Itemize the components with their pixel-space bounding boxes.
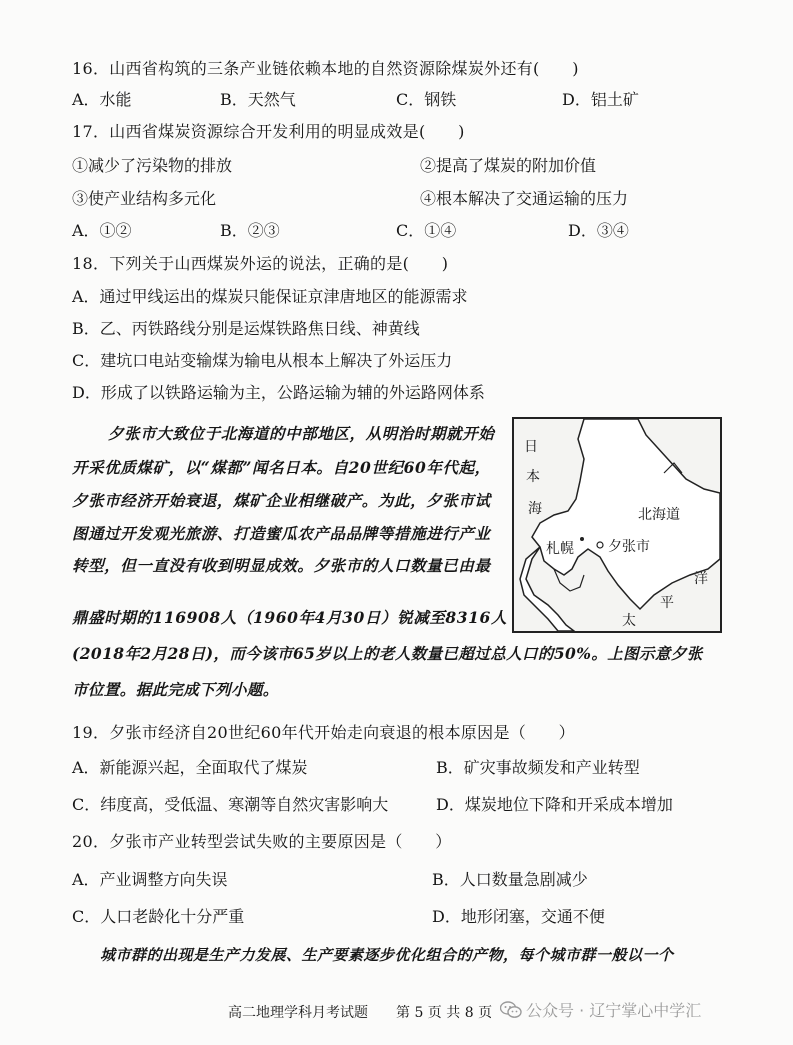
next-passage-intro: 城市群的出现是生产力发展、生产要素逐步优化组合的产物，每个城市群一般以一个 xyxy=(100,946,674,964)
q17-option-c: C．①④ xyxy=(396,221,457,240)
passage-line-3: 夕张市经济开始衰退，煤矿企业相继破产。为此，夕张市试 xyxy=(72,491,491,510)
sapporo-marker xyxy=(580,537,584,541)
passage-line-5: 转型，但一直没有收到明显成效。夕张市的人口数量已由最 xyxy=(72,556,491,575)
q20-option-b: B．人口数量急剧减少 xyxy=(432,870,588,889)
q17-item-1: ①减少了污染物的排放 xyxy=(72,156,233,175)
q17-option-d: D．③④ xyxy=(568,221,629,240)
watermark-text: 公众号 · 辽宁掌心中学汇 xyxy=(526,1001,702,1020)
page-footer: 高二地理学科月考试题 第 5 页 共 8 页 xyxy=(228,1005,493,1021)
wechat-icon xyxy=(500,1001,522,1019)
sapporo-label: 札幌 xyxy=(546,541,574,557)
q17-item-4: ④根本解决了交通运输的压力 xyxy=(420,189,629,208)
pacific-label-1: 洋 xyxy=(694,571,708,587)
passage-line-4: 图通过开发观光旅游、打造蜜瓜农产品品牌等措施进行产业 xyxy=(72,524,491,543)
sea-of-japan-label-1: 日 xyxy=(524,439,538,455)
q16-option-d: D．铝土矿 xyxy=(562,90,639,109)
q18-option-b: B．乙、丙铁路线分别是运煤铁路焦日线、神黄线 xyxy=(72,319,420,338)
q20-option-d: D．地形闭塞，交通不便 xyxy=(432,907,605,926)
hokkaido-outline xyxy=(514,419,720,631)
yubari-marker xyxy=(597,542,603,548)
hokkaido-landmass xyxy=(532,419,720,609)
yubari-label: 夕张市 xyxy=(608,539,650,555)
q19-option-a: A．新能源兴起，全面取代了煤炭 xyxy=(72,758,308,777)
q16-option-c: C．钢铁 xyxy=(396,90,457,109)
q18-option-a: A．通过甲线运出的煤炭只能保证京津唐地区的能源需求 xyxy=(72,287,468,306)
sea-of-japan-label-3: 海 xyxy=(528,501,542,517)
hokkaido-label: 北海道 xyxy=(638,507,680,523)
passage-line-1: 夕张市大致位于北海道的中部地区，从明治时期就开始 xyxy=(108,424,495,443)
q19-option-d: D．煤炭地位下降和开采成本增加 xyxy=(436,795,673,814)
q17-option-b: B．②③ xyxy=(220,221,280,240)
pacific-label-2: 平 xyxy=(660,595,674,611)
q19-stem: 19．夕张市经济自20世纪60年代开始走向衰退的根本原因是（ ） xyxy=(72,723,575,742)
watermark xyxy=(500,1000,701,1022)
q18-stem: 18．下列关于山西煤炭外运的说法，正确的是( ) xyxy=(72,254,449,273)
q19-option-c: C．纬度高，受低温、寒潮等自然灾害影响大 xyxy=(72,795,389,814)
q18-option-c: C．建坑口电站变输煤为输电从根本上解决了外运压力 xyxy=(72,351,453,370)
passage-line-2: 开采优质煤矿，以“煤都”闻名日本。自20世纪60年代起， xyxy=(72,458,491,477)
q20-option-a: A．产业调整方向失误 xyxy=(72,870,228,889)
passage-line-8: 市位置。据此完成下列小题。 xyxy=(72,680,279,699)
q16-stem: 16．山西省构筑的三条产业链依赖本地的自然资源除煤炭外还有( ) xyxy=(72,59,579,78)
passage-line-7: (2018年2月28日)，而今该市65岁以上的老人数量已超过总人口的50%。上图示意夕张 xyxy=(72,644,703,663)
q17-item-2: ②提高了煤炭的附加价值 xyxy=(420,156,597,175)
q20-option-c: C．人口老龄化十分严重 xyxy=(72,907,245,926)
passage-line-6: 鼎盛时期的116908人（1960年4月30日）锐减至8316人 xyxy=(72,608,508,627)
q17-stem: 17．山西省煤炭资源综合开发利用的明显成效是( ) xyxy=(72,122,465,141)
q17-option-a: A．①② xyxy=(72,221,132,240)
q19-option-b: B．矿灾事故频发和产业转型 xyxy=(436,758,640,777)
q20-stem: 20．夕张市产业转型尝试失败的主要原因是（ ） xyxy=(72,832,452,851)
q17-item-3: ③使产业结构多元化 xyxy=(72,189,217,208)
hokkaido-map xyxy=(512,417,722,633)
sea-of-japan-label-2: 本 xyxy=(526,469,540,485)
q16-option-a: A．水能 xyxy=(72,90,132,109)
q16-option-b: B．天然气 xyxy=(220,90,296,109)
pacific-label-3: 太 xyxy=(622,613,636,629)
q18-option-d: D．形成了以铁路运输为主，公路运输为辅的外运路网体系 xyxy=(72,383,485,402)
